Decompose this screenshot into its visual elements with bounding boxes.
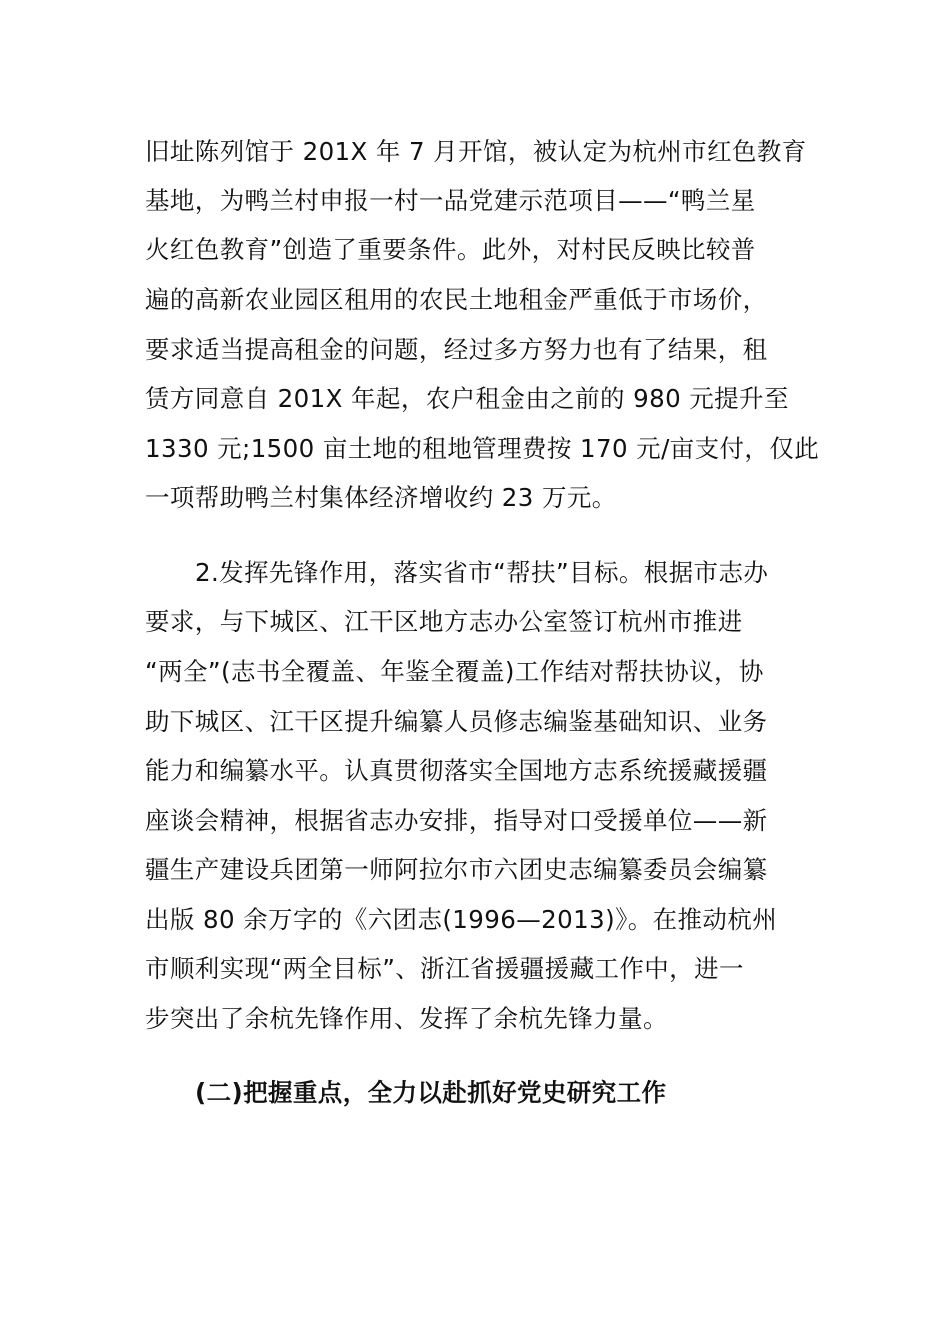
paragraph-1-line-3: 火红色教育”创造了重要条件。此外，对村民反映比较普 [145, 235, 756, 264]
paragraph-2-line-6: 座谈会精神，根据省志办安排，指导对口受援单位——新 [145, 806, 768, 835]
paragraph-2-line-10: 步突出了余杭先锋作用、发挥了余杭先锋力量。 [145, 1004, 668, 1033]
paragraph-1-line-6: 赁方同意自 201X 年起，农户租金由之前的 980 元提升至 [145, 384, 789, 413]
paragraph-2-line-7: 疆生产建设兵团第一师阿拉尔市六团史志编纂委员会编纂 [145, 855, 768, 884]
paragraph-1-line-5: 要求适当提高租金的问题，经过多方努力也有了结果，租 [145, 335, 768, 364]
paragraph-1-line-2: 基地，为鸭兰村申报一村一品党建示范项目——“鸭兰星 [145, 186, 756, 215]
paragraph-1-line-4: 遍的高新农业园区租用的农民土地租金严重低于市场价， [145, 285, 768, 314]
paragraph-1-line-8: 一项帮助鸭兰村集体经济增收约 23 万元。 [145, 483, 617, 512]
paragraph-2-line-8: 出版 80 余万字的《六团志(1996—2013)》。在推动杭州 [145, 905, 778, 934]
section-heading: (二)把握重点，全力以赴抓好党史研究工作 [195, 1078, 667, 1107]
paragraph-2-line-2: 要求，与下城区、江干区地方志办公室签订杭州市推进 [145, 607, 743, 636]
paragraph-1-line-7: 1330 元;1500 亩土地的租地管理费按 170 元/亩支付，仅此 [145, 434, 820, 463]
paragraph-2-line-1: 2.发挥先锋作用，落实省市“帮扶”目标。根据市志办 [195, 558, 769, 587]
paragraph-1-line-1: 旧址陈列馆于 201X 年 7 月开馆，被认定为杭州市红色教育 [145, 137, 807, 166]
paragraph-2-line-5: 能力和编纂水平。认真贯彻落实全国地方志系统援藏援疆 [145, 756, 768, 785]
paragraph-2-line-9: 市顺利实现“两全目标”、浙江省援疆援藏工作中，进一 [145, 954, 744, 983]
paragraph-2-line-4: 助下城区、江干区提升编纂人员修志编鉴基础知识、业务 [145, 707, 768, 736]
paragraph-2-line-3: “两全”(志书全覆盖、年鉴全覆盖)工作结对帮扶协议，协 [145, 657, 764, 686]
